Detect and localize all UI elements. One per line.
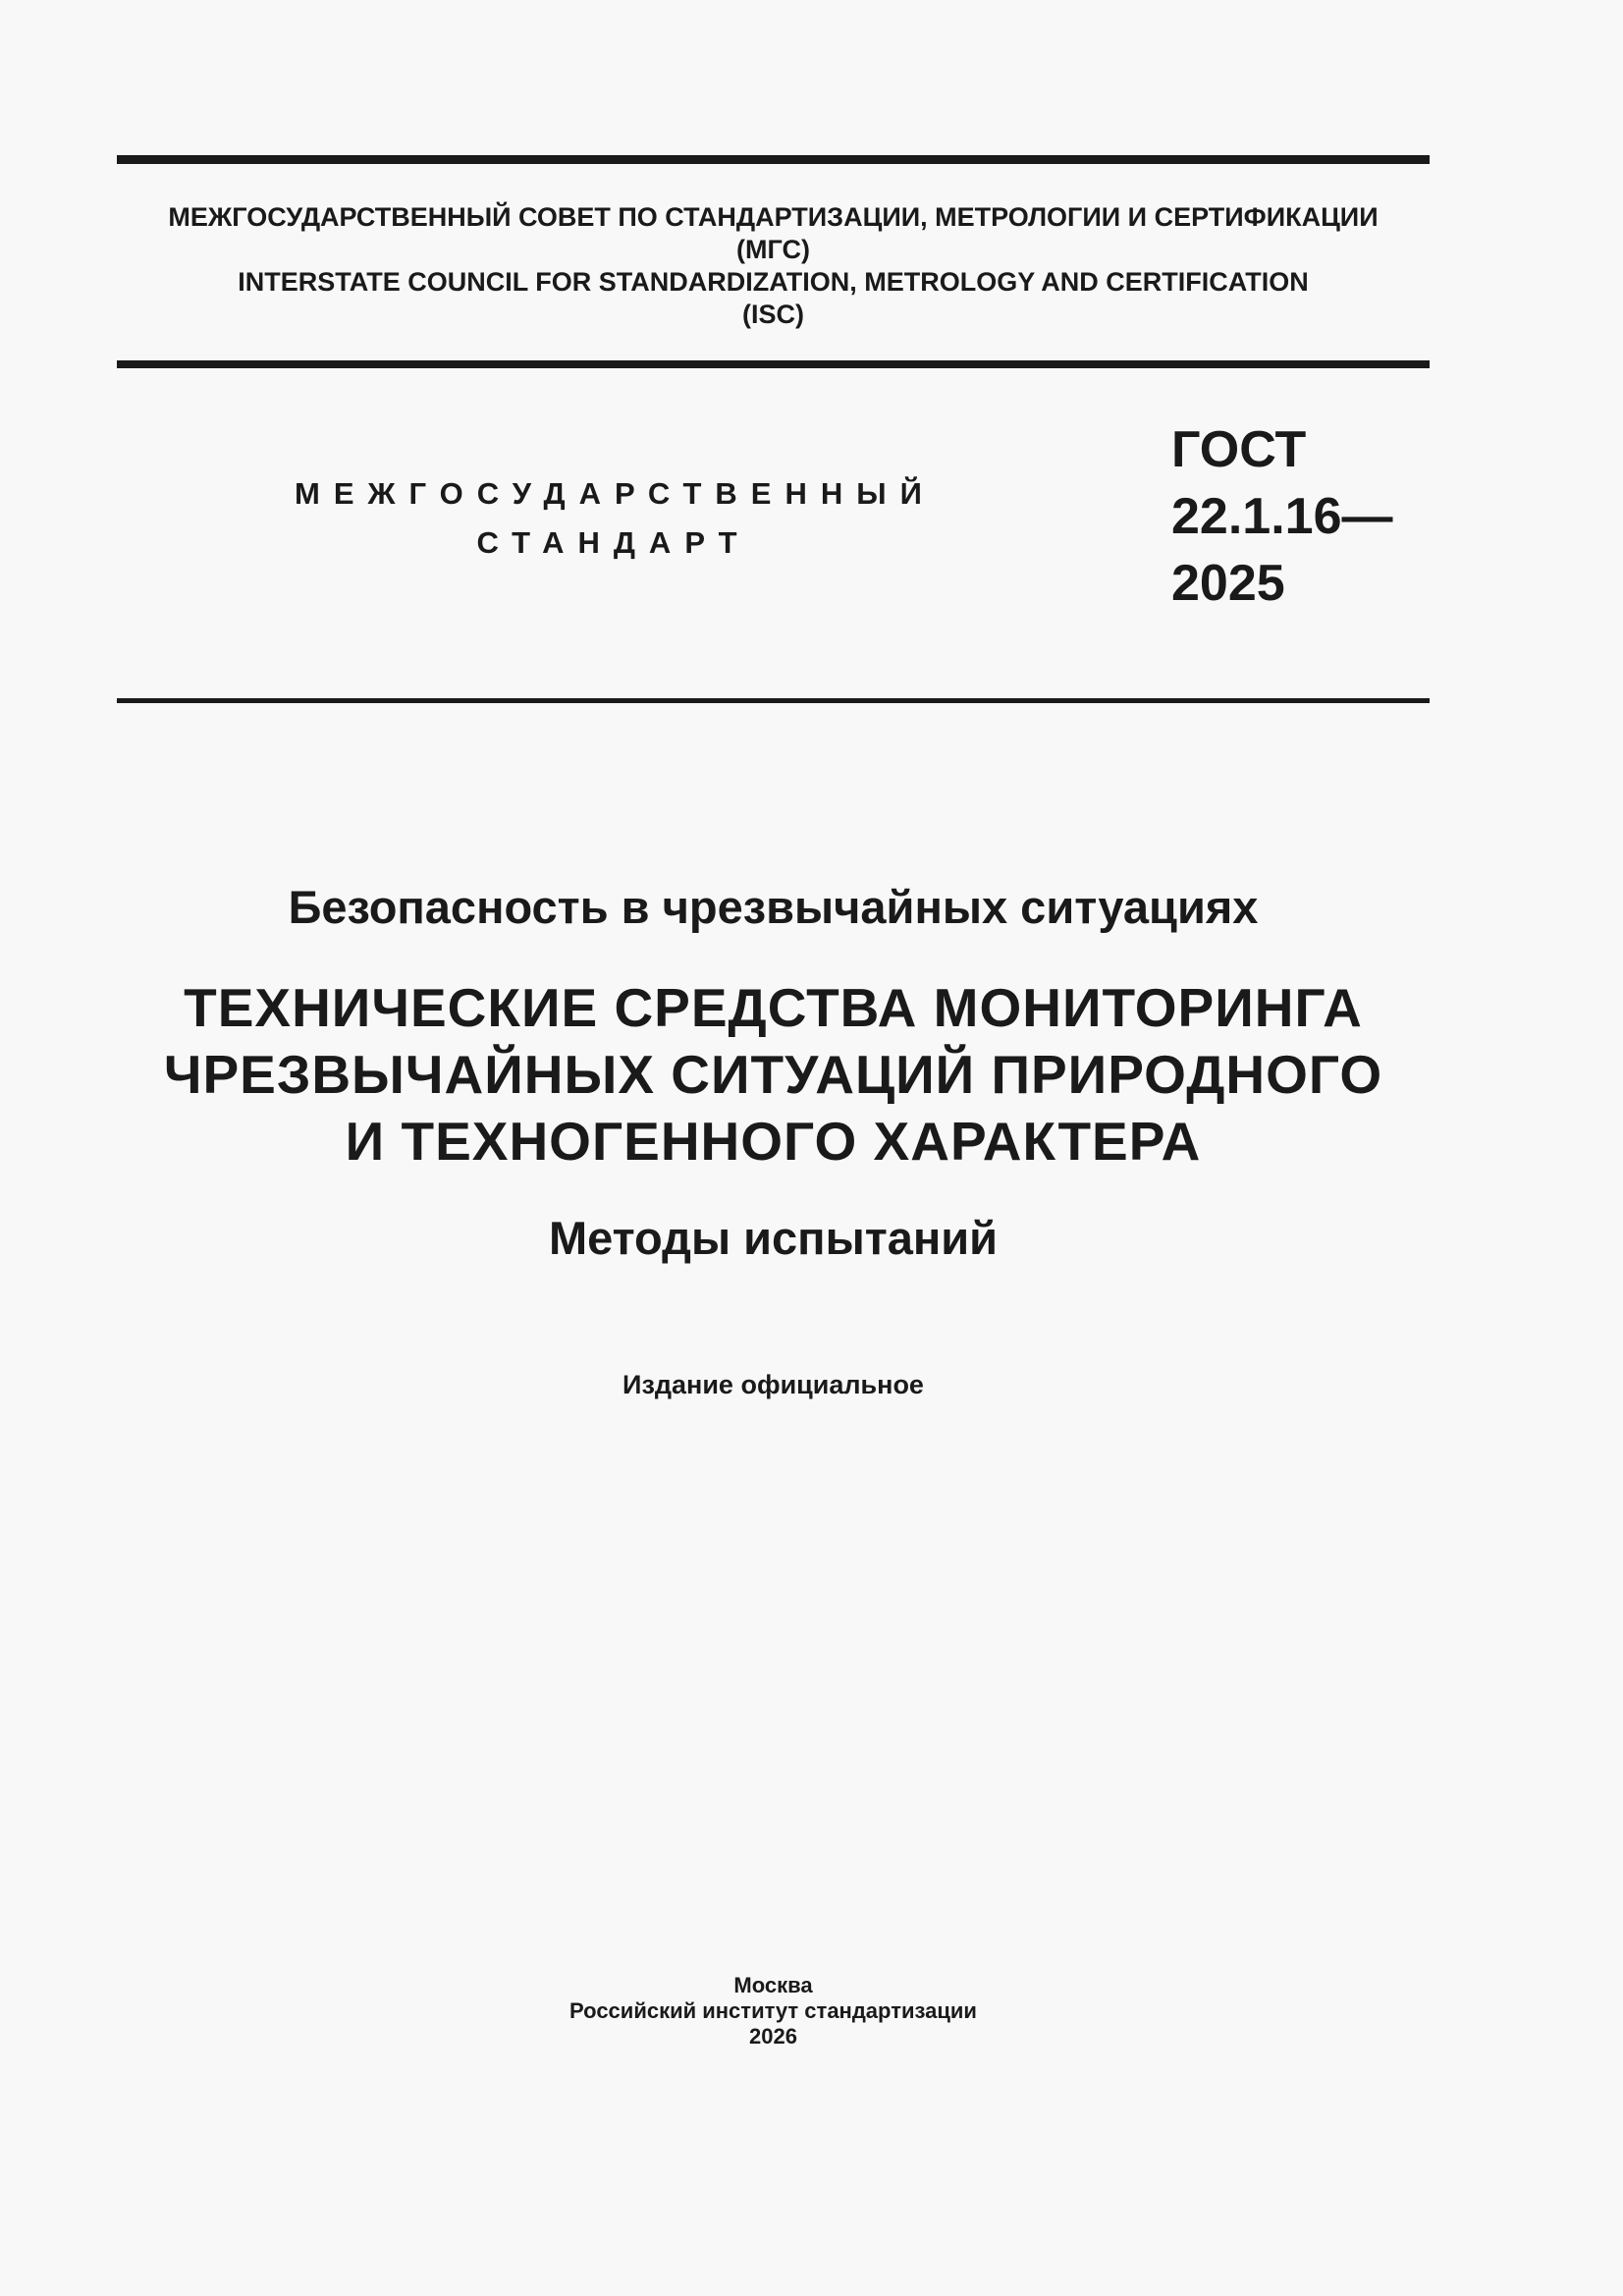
edition-note: Издание официальное — [622, 1370, 924, 1399]
council-header — [117, 201, 1430, 331]
middle-rule — [117, 360, 1430, 368]
document-title — [79, 974, 1468, 1175]
subject-heading: Безопасность в чрезвычайных ситуациях — [288, 881, 1259, 933]
imprint-city: Москва — [733, 1973, 813, 1997]
gost-number: 22.1.16— — [1171, 488, 1393, 545]
council-name-ru: МЕЖГОСУДАРСТВЕННЫЙ СОВЕТ ПО СТАНДАРТИЗАЦИИ, МЕТРОЛОГИИ И СЕРТИФИКАЦИИ — [168, 202, 1379, 232]
standard-type-line1: МЕЖГОСУДАРСТВЕННЫЙ — [295, 476, 936, 511]
title-line-1: ТЕХНИЧЕСКИЕ СРЕДСТВА МОНИТОРИНГА — [184, 977, 1363, 1038]
gost-designation — [1171, 416, 1393, 617]
council-name-en: INTERSTATE COUNCIL FOR STANDARDIZATION, METROLOGY AND CERTIFICATION — [238, 267, 1309, 297]
standard-type — [295, 469, 936, 568]
gost-year: 2025 — [1171, 555, 1285, 612]
lower-rule — [117, 698, 1430, 703]
publisher-imprint — [393, 1973, 1154, 2050]
title-line-2: ЧРЕЗВЫЧАЙНЫХ СИТУАЦИЙ ПРИРОДНОГО — [163, 1044, 1383, 1105]
gost-prefix: ГОСТ — [1171, 421, 1307, 478]
council-abbr-ru: (МГС) — [736, 235, 810, 264]
title-line-3: И ТЕХНОГЕННОГО ХАРАКТЕРА — [345, 1111, 1202, 1172]
methods-subtitle: Методы испытаний — [548, 1212, 999, 1264]
imprint-publisher: Российский институт стандартизации — [569, 1998, 977, 2023]
top-rule — [117, 155, 1430, 164]
standard-type-line2: СТАНДАРТ — [476, 525, 751, 560]
council-abbr-en: (ISC) — [742, 300, 804, 329]
imprint-year: 2026 — [749, 2024, 797, 2049]
